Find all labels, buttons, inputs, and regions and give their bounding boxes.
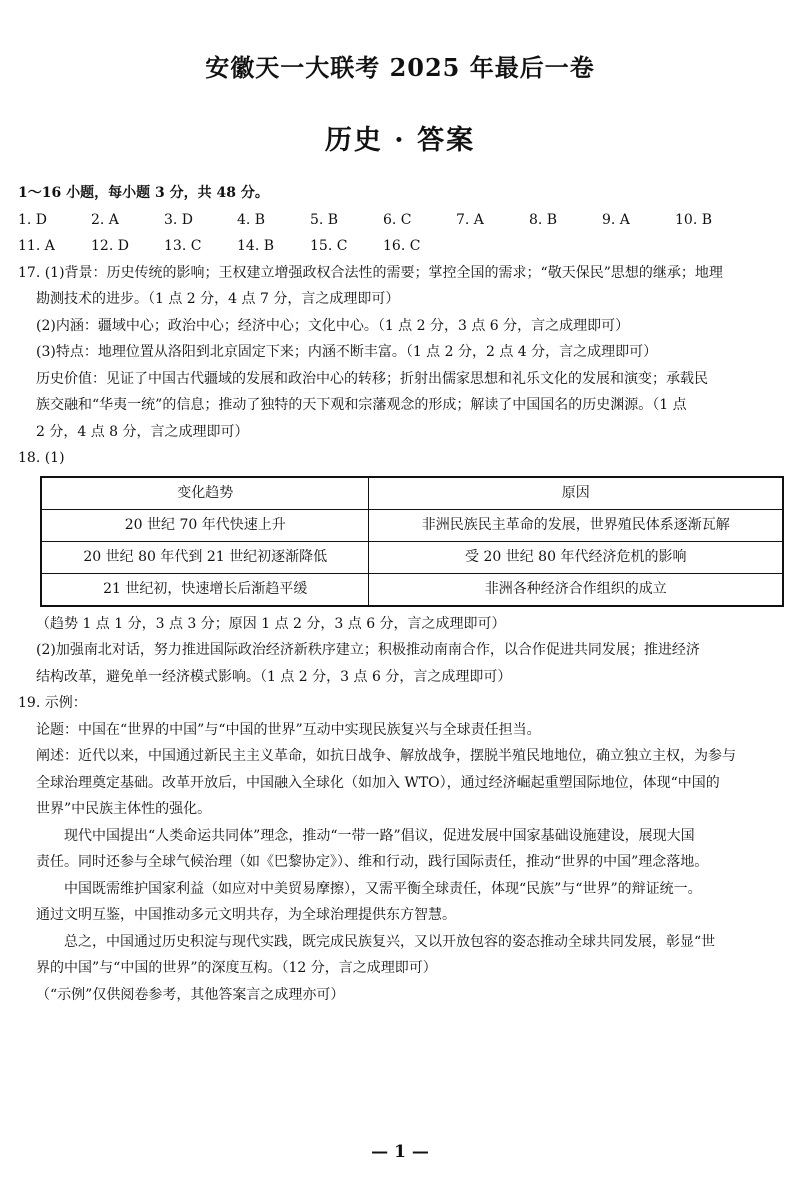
q19-line: 界的中国”与“中国的世界”的深度互构。（12 分，言之成理即可）: [36, 960, 437, 976]
q19-thesis: 论题：中国在“世界的中国”与“中国的世界”互动中实现民族复兴与全球责任担当。: [36, 721, 541, 738]
q19-reference-note: （“示例”仅供阅卷参考，其他答案言之成理亦可）: [36, 986, 345, 1003]
choice-answer: 1. D: [18, 211, 48, 228]
page-number: — 1 —: [371, 1142, 429, 1162]
q19-line: 总之，中国通过历史积淀与现代实践，既完成民族复兴，又以开放包容的姿态推动全球共同发展，彰显“世: [64, 933, 716, 950]
q19-line: 现代中国提出“人类命运共同体”理念，推动“一带一路”倡议，促进发展中国家基础设施建设，展现大国: [64, 827, 695, 844]
table-cell: 非洲各种经济合作组织的成立: [369, 573, 783, 606]
table-header-cell: 变化趋势: [41, 477, 369, 510]
choice-answer: 3. D: [164, 211, 194, 228]
choice-answer: 14. B: [237, 238, 275, 254]
choice-answer: 16. C: [383, 238, 421, 254]
q17-line: 2 分，4 点 8 分，言之成理即可）: [36, 423, 249, 440]
choice-intro: 1～16 小题，每小题 3 分，共 48 分。: [18, 185, 269, 201]
q18-heading: 18. (1): [18, 450, 65, 466]
q19-line: 通过文明互鉴，中国推动多元文明共存，为全球治理提供东方智慧。: [36, 907, 456, 923]
q17-line: 历史价值：见证了中国古代疆域的发展和政治中心的转移；折射出儒家思想和礼乐文化的发展和演变；承载民: [36, 370, 708, 387]
choice-answer: 15. C: [310, 238, 348, 254]
table-row: [41, 541, 783, 573]
q19-line: 中国既需维护国家利益（如应对中美贸易摩擦），又需平衡全球责任，体现“民族”与“世界”的辩证统一。: [64, 880, 702, 897]
q17-line: 勘测技术的进步。（1 点 2 分，4 点 7 分，言之成理即可）: [36, 291, 400, 307]
choice-answer: 2. A: [91, 211, 119, 228]
q19-line: 阐述：近代以来，中国通过新民主主义革命，如抗日战争、解放战争，摆脱半殖民地地位，确立独立主权，为参与: [36, 748, 736, 764]
choice-answer: 12. D: [91, 238, 129, 254]
choice-answer: 9. A: [602, 211, 630, 228]
table-cell: 非洲民族民主革命的发展，世界殖民体系逐渐瓦解: [369, 509, 783, 541]
table-cell: 受 20 世纪 80 年代经济危机的影响: [369, 541, 783, 573]
choice-answer: 5. B: [310, 211, 339, 228]
q18-line: (2)加强南北对话，努力推进国际政治经济新秩序建立；积极推动南南合作，以合作促进共同发展；推进经济: [36, 642, 700, 658]
trend-table: [40, 476, 784, 607]
table-header-row: [41, 477, 783, 510]
choice-answer: 11. A: [18, 238, 55, 254]
q17-line: 族交融和“华夷一统”的信息；推动了独特的天下观和宗藩观念的形成；解读了中国国名的历史渊源。（1 点: [36, 397, 687, 413]
choice-answer: 6. C: [383, 211, 412, 228]
choice-answer: 10. B: [675, 211, 713, 228]
choice-answer: 4. B: [237, 211, 266, 228]
table-row: [41, 573, 783, 606]
table-row: [41, 509, 783, 541]
choice-answer: 8. B: [529, 211, 558, 228]
choice-answer: 7. A: [456, 211, 484, 228]
table-cell: 20 世纪 80 年代到 21 世纪初逐渐降低: [41, 541, 369, 573]
q17-line: (3)特点：地理位置从洛阳到北京固定下来；内涵不断丰富。（1 点 2 分，2 点 4 分，言之成理即可）: [36, 344, 658, 360]
answer-content: [18, 180, 788, 1008]
exam-title: 安徽天一大联考 2025 年最后一卷: [205, 53, 595, 82]
q18-line: 结构改革，避免单一经济模式影响。（1 点 2 分，3 点 6 分，言之成理即可）: [36, 668, 512, 685]
q19-line: 责任。同时还参与全球气候治理（如《巴黎协定》）、维和行动，践行国际责任，推动“世界的中国”理念落地。: [36, 854, 709, 870]
choice-answer: 13. C: [164, 238, 202, 254]
q19-heading: 19. 示例：: [18, 695, 87, 711]
subject-title: 历史 · 答案: [324, 125, 476, 156]
table-cell: 21 世纪初，快速增长后渐趋平缓: [41, 573, 369, 606]
question-18: [18, 445, 788, 690]
q19-line: 世界”中民族主体性的强化。: [36, 801, 212, 817]
table-header-cell: 原因: [369, 477, 783, 510]
q19-line: 全球治理奠定基础。改革开放后，中国融入全球化（如加入 WTO），通过经济崛起重塑国际地位，体现“中国的: [36, 774, 720, 791]
q18-scoring-note: （趋势 1 点 1 分，3 点 3 分；原因 1 点 2 分，3 点 6 分，言之成理即可）: [36, 615, 506, 632]
question-19: [18, 690, 788, 1008]
question-17: [18, 260, 788, 446]
table-cell: 20 世纪 70 年代快速上升: [41, 509, 369, 541]
choice-answers-row-2: [18, 233, 788, 260]
choice-answers-row-1: [18, 207, 788, 234]
q17-line: (2)内涵：疆域中心；政治中心；经济中心；文化中心。（1 点 2 分，3 点 6 分，言之成理即可）: [36, 317, 630, 334]
q17-line: 17. (1)背景：历史传统的影响；王权建立增强政权合法性的需要；掌控全国的需求；“敬天保民”思想的继承；地理: [18, 264, 723, 281]
